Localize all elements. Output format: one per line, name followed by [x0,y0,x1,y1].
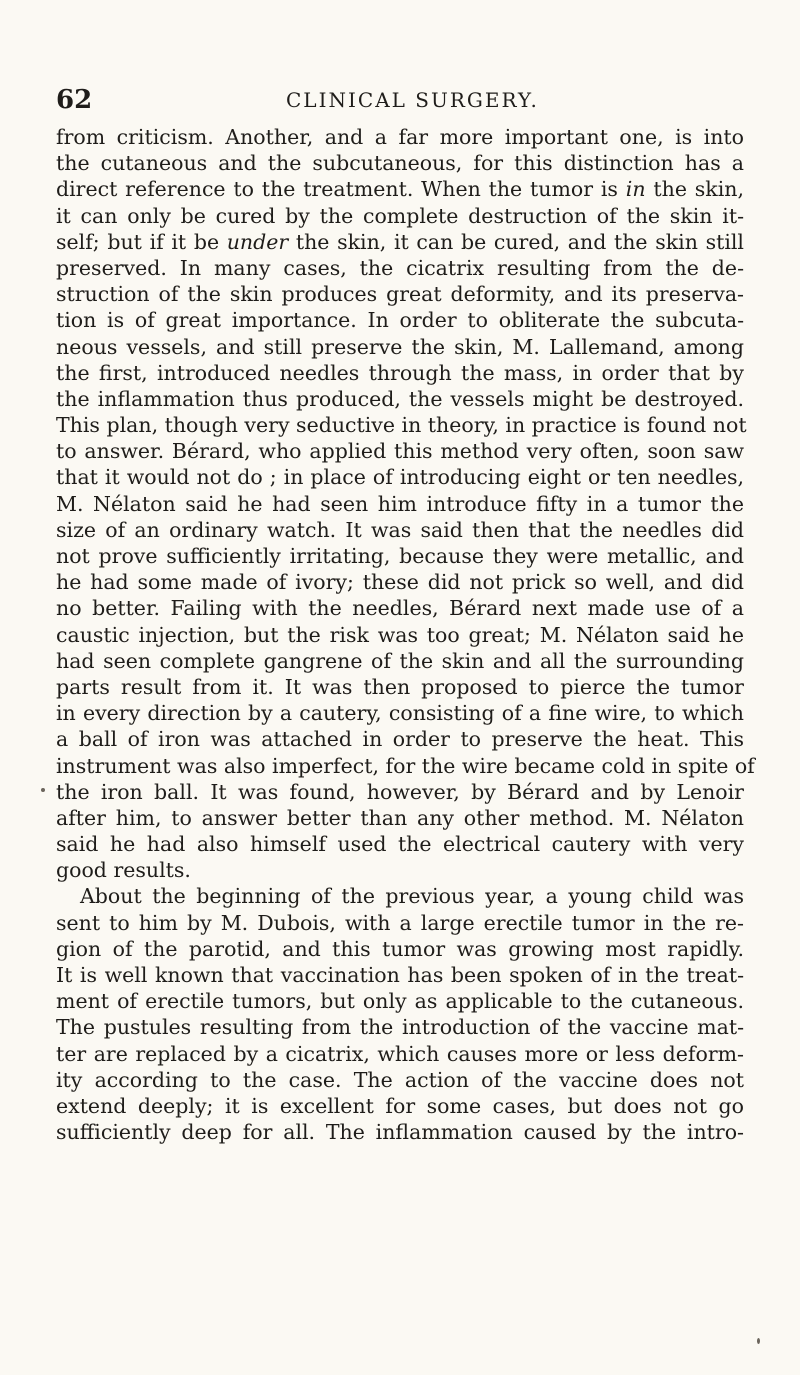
text-line: the first, introduced needles through the mass, in order that by [56,360,744,385]
text-line: instrument was also imperfect, for the wire became cold in spite of [56,753,755,778]
text-line: parts result from it. It was then proposed to pierce the tumor [56,674,744,699]
paragraph-2 [56,883,744,1145]
text-line: in every direction by a cautery, consisting of a fine wire, to which [56,701,744,726]
text-line: self; but if it be under the skin, it can be cured, and the skin still [56,229,744,254]
text-line: not prove sufficiently irritating, because they were metallic, and [56,544,744,568]
text-line: had seen complete gangrene of the skin and all the surrounding [56,648,744,673]
text-line: good results. [56,858,191,883]
text-line: ment of erectile tumors, but only as applicable to the cutaneous. [56,989,744,1014]
text-line: a ball of iron was attached in order to preserve the heat. This [56,727,744,752]
body-text [56,124,755,1145]
text-line: About the beginning of the previous year, a young child was [80,884,744,909]
text-line: said he had also himself used the electrical cautery with very [56,832,744,857]
running-head [56,84,744,116]
text-line: sufficiently deep for all. The inflammation caused by the intro- [56,1120,744,1145]
text-line: direct reference to the treatment. When the tumor is in the skin, [56,177,744,202]
paper-speck [41,788,45,792]
running-title: CLINICAL SURGERY. [286,88,539,112]
text-line: neous vessels, and still preserve the skin, M. Lallemand, among [56,334,744,359]
text-line: no better. Failing with the needles, Bérard next made use of a [56,596,744,621]
text-line: M. Nélaton said he had seen him introduce fifty in a tumor the [56,491,744,516]
text-line: sent to him by M. Dubois, with a large erectile tumor in the re- [56,910,744,935]
text-line: it can only be cured by the complete destruction of the skin it- [56,203,744,228]
page-number: 62 [56,85,93,115]
text-line: tion is of great importance. In order to obliterate the subcuta- [56,308,744,333]
text-line: It is well known that vaccination has been spoken of in the treat- [56,963,744,987]
text-line: ter are replaced by a cicatrix, which causes more or less deform- [56,1041,744,1066]
text-line: size of an ordinary watch. It was said then that the needles did [56,517,744,542]
text-line: The pustules resulting from the introduction of the vaccine mat- [56,1015,744,1040]
text-line: ity according to the case. The action of the vaccine does not [56,1067,744,1092]
text-line: caustic injection, but the risk was too great; M. Nélaton said he [56,622,744,647]
text-line: he had some made of ivory; these did not prick so well, and did [56,570,744,595]
text-line: gion of the parotid, and this tumor was growing most rapidly. [56,936,744,961]
paper-speck [757,1338,760,1344]
text-line: the inflammation thus produced, the vessels might be destroyed. [56,386,744,411]
text-line: struction of the skin produces great deformity, and its preserva- [56,282,744,307]
text-line: after him, to answer better than any other method. M. Nélaton [56,805,744,830]
text-line: the iron ball. It was found, however, by Bérard and by Lenoir [56,779,744,804]
text-line: extend deeply; it is excellent for some cases, but does not go [56,1093,744,1118]
text-line: that it would not do ; in place of introducing eight or ten needles, [56,465,744,490]
text-line: This plan, though very seductive in theory, in practice is found not [56,413,747,438]
text-line: preserved. In many cases, the cicatrix resulting from the de- [56,255,744,280]
text-line: to answer. Bérard, who applied this method very often, soon saw [56,439,744,464]
text-line: from criticism. Another, and a far more important one, is into [56,125,744,149]
paragraph-1 [56,124,755,883]
text-line: the cutaneous and the subcutaneous, for this distinction has a [56,151,744,176]
